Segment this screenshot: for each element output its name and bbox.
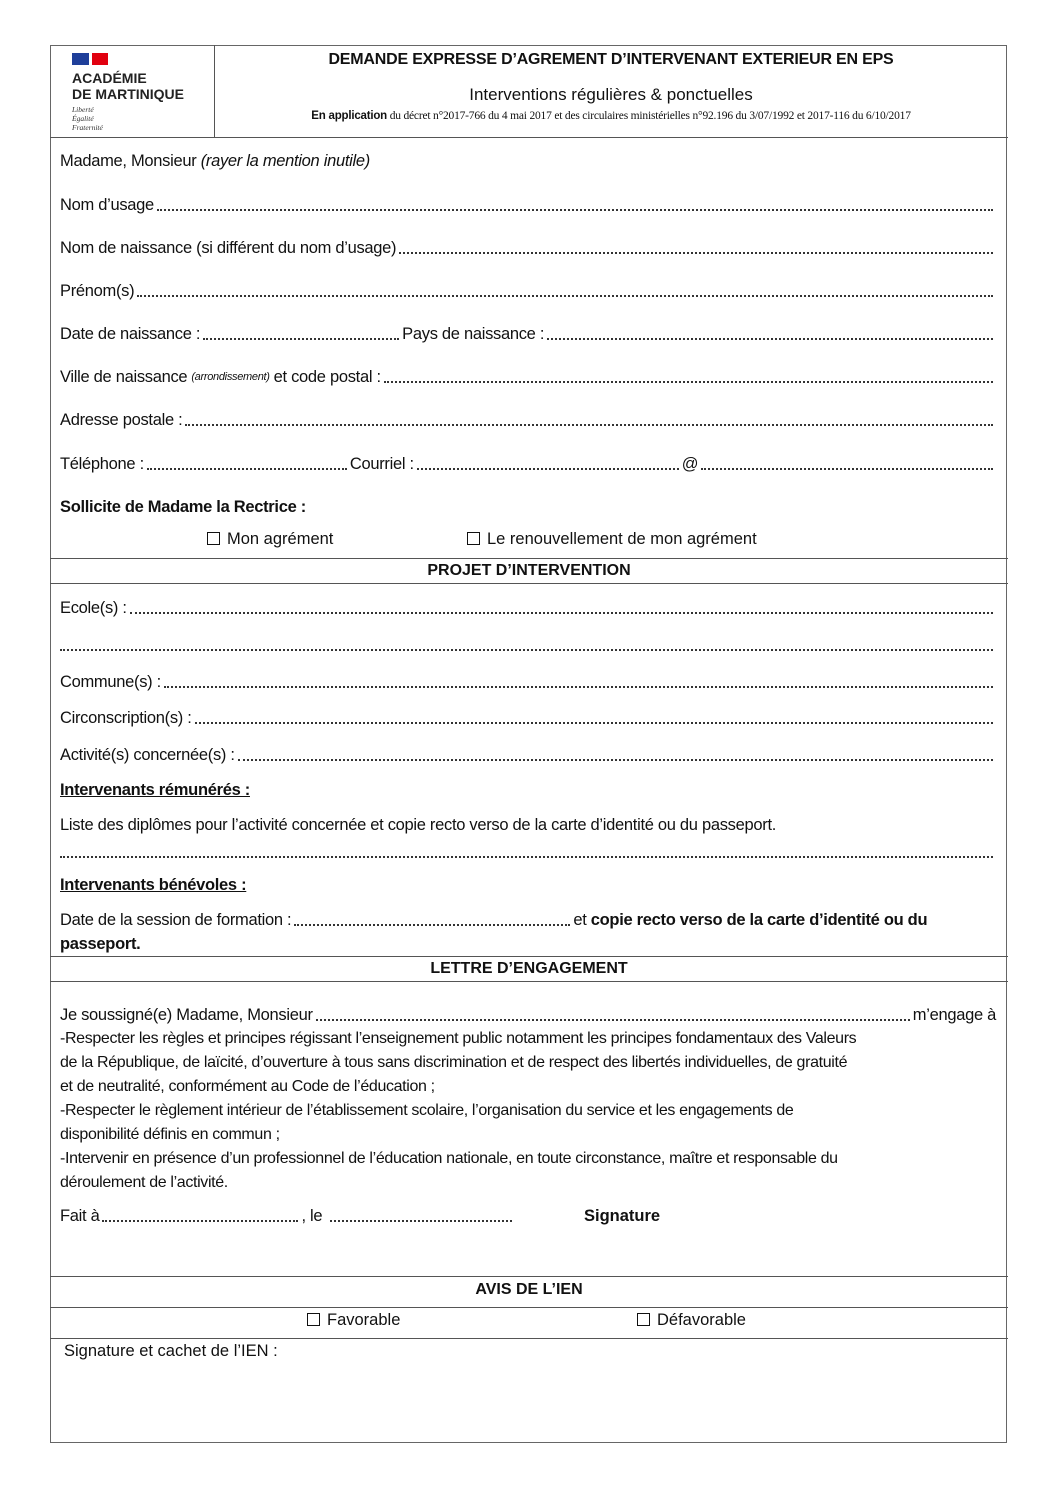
pays-naissance-input[interactable]	[547, 338, 993, 340]
remuneres-input[interactable]	[60, 856, 993, 858]
option-favorable[interactable]: Favorable	[307, 1309, 400, 1331]
date-naissance-input[interactable]	[203, 338, 399, 340]
engagement-line: -Respecter le règlement intérieur de l’établissement scolaire, l’organisation du service et les engagements de	[60, 1102, 794, 1119]
marianne-flag-icon	[72, 53, 184, 65]
engagement-line: de la République, de laïcité, d’ouverture à tous sans discrimination et de respect des libertés individuelles, de gratuité	[60, 1054, 848, 1071]
engagement-intro: Je soussigné(e) Madame, Monsieur m’engage à	[60, 1006, 996, 1024]
date-input[interactable]	[330, 1220, 512, 1222]
ville-cp-input[interactable]	[384, 381, 993, 383]
ecoles-field[interactable]: Ecole(s) :	[60, 597, 996, 619]
telephone-input[interactable]	[147, 468, 347, 470]
salutation-row: Madame, Monsieur (rayer la mention inutile)	[60, 152, 370, 170]
prenoms-field[interactable]: Prénom(s)	[60, 280, 996, 302]
checkbox-icon[interactable]	[637, 1313, 650, 1326]
logo-line2: DE MARTINIQUE	[72, 86, 184, 102]
nom-naissance-field[interactable]: Nom de naissance (si différent du nom d’usage)	[60, 237, 996, 259]
circonscriptions-field[interactable]: Circonscription(s) :	[60, 707, 996, 729]
divider	[50, 981, 1008, 982]
adresse-input[interactable]	[185, 424, 993, 426]
prenoms-input[interactable]	[137, 295, 993, 297]
naissance-row: Date de naissance : Pays de naissance :	[60, 323, 996, 345]
soussigne-input[interactable]	[316, 1019, 910, 1021]
option-defavorable[interactable]: Défavorable	[637, 1309, 746, 1331]
motto-egalite: Égalité	[72, 114, 94, 123]
benevoles-row: Date de la session de formation : et copie recto verso de la carte d’identité ou du	[60, 911, 928, 929]
divider	[50, 1338, 1008, 1339]
activites-field[interactable]: Activité(s) concernée(s) :	[60, 744, 996, 766]
legal-reference: En application du décret n°2017-766 du 4 mai 2017 et des circulaires ministérielles n°92.196 du 3/07/1992 et 2017-116 du 6/10/2017	[311, 110, 911, 122]
section-heading-projet: PROJET D’INTERVENTION	[427, 562, 631, 579]
engagement-line: disponibilité définis en commun ;	[60, 1126, 280, 1143]
option-renouvellement[interactable]: Le renouvellement de mon agrément	[467, 528, 757, 550]
motto-liberte: Liberté	[72, 105, 94, 114]
remuneres-text: Liste des diplômes pour l’activité concernée et copie recto verso de la carte d’identité ou du passeport.	[60, 816, 777, 834]
divider	[50, 1276, 1008, 1277]
divider	[50, 137, 1008, 138]
ville-naissance-field[interactable]: Ville de naissance (arrondissement) et code postal :	[60, 366, 996, 388]
ecoles-field-continued[interactable]	[60, 634, 996, 656]
nom-usage-input[interactable]	[157, 209, 993, 211]
motto-fraternite: Fraternité	[72, 123, 103, 132]
nom-naissance-input[interactable]	[399, 252, 993, 254]
section-heading-avis: AVIS DE L’IEN	[475, 1281, 583, 1298]
signature-label: Signature	[584, 1207, 661, 1225]
adresse-field[interactable]: Adresse postale :	[60, 409, 996, 431]
checkbox-icon[interactable]	[467, 532, 480, 545]
divider	[50, 583, 1008, 584]
fait-a-row: Fait à , le	[60, 1205, 515, 1227]
academy-logo	[72, 53, 184, 132]
activites-input[interactable]	[238, 759, 993, 761]
ecoles-input[interactable]	[130, 612, 993, 614]
checkbox-icon[interactable]	[207, 532, 220, 545]
option-agrement[interactable]: Mon agrément	[207, 528, 333, 550]
nom-usage-field[interactable]: Nom d’usage	[60, 194, 996, 216]
ecoles-input-2[interactable]	[60, 649, 993, 651]
form-subtitle: Interventions régulières & ponctuelles	[469, 85, 753, 104]
section-heading-engagement: LETTRE D’ENGAGEMENT	[430, 960, 628, 977]
remuneres-input-row[interactable]	[60, 841, 996, 863]
circonscriptions-input[interactable]	[195, 722, 993, 724]
divider	[50, 1307, 1008, 1308]
date-formation-input[interactable]	[294, 924, 570, 926]
logo-line1: ACADÉMIE	[72, 70, 147, 86]
sollicite-label: Sollicite de Madame la Rectrice :	[60, 498, 306, 516]
benevoles-title: Intervenants bénévoles :	[60, 876, 247, 894]
fait-a-input[interactable]	[102, 1220, 298, 1222]
courriel-local-input[interactable]	[417, 468, 679, 470]
engagement-text	[60, 1027, 1000, 1195]
signature-cachet-label: Signature et cachet de l’IEN :	[64, 1342, 278, 1360]
courriel-domain-input[interactable]	[701, 468, 993, 470]
remuneres-title: Intervenants rémunérés :	[60, 781, 250, 799]
communes-input[interactable]	[164, 686, 993, 688]
form-title: DEMANDE EXPRESSE D’AGREMENT D’INTERVENANT EXTERIEUR EN EPS	[328, 51, 894, 68]
engagement-line: -Respecter les règles et principes régissant l’enseignement public notamment les principes fondamentaux des Valeurs	[60, 1030, 857, 1047]
benevoles-passeport: passeport.	[60, 935, 141, 953]
checkbox-icon[interactable]	[307, 1313, 320, 1326]
contact-row: Téléphone : Courriel : @	[60, 453, 996, 475]
engagement-line: et de neutralité, conformément au Code de l’éducation ;	[60, 1078, 435, 1095]
engagement-line: -Intervenir en présence d’un professionnel de l’éducation nationale, en toute circonstance, maître et responsable du	[60, 1150, 838, 1167]
engagement-line: déroulement de l’activité.	[60, 1174, 228, 1191]
communes-field[interactable]: Commune(s) :	[60, 671, 996, 693]
